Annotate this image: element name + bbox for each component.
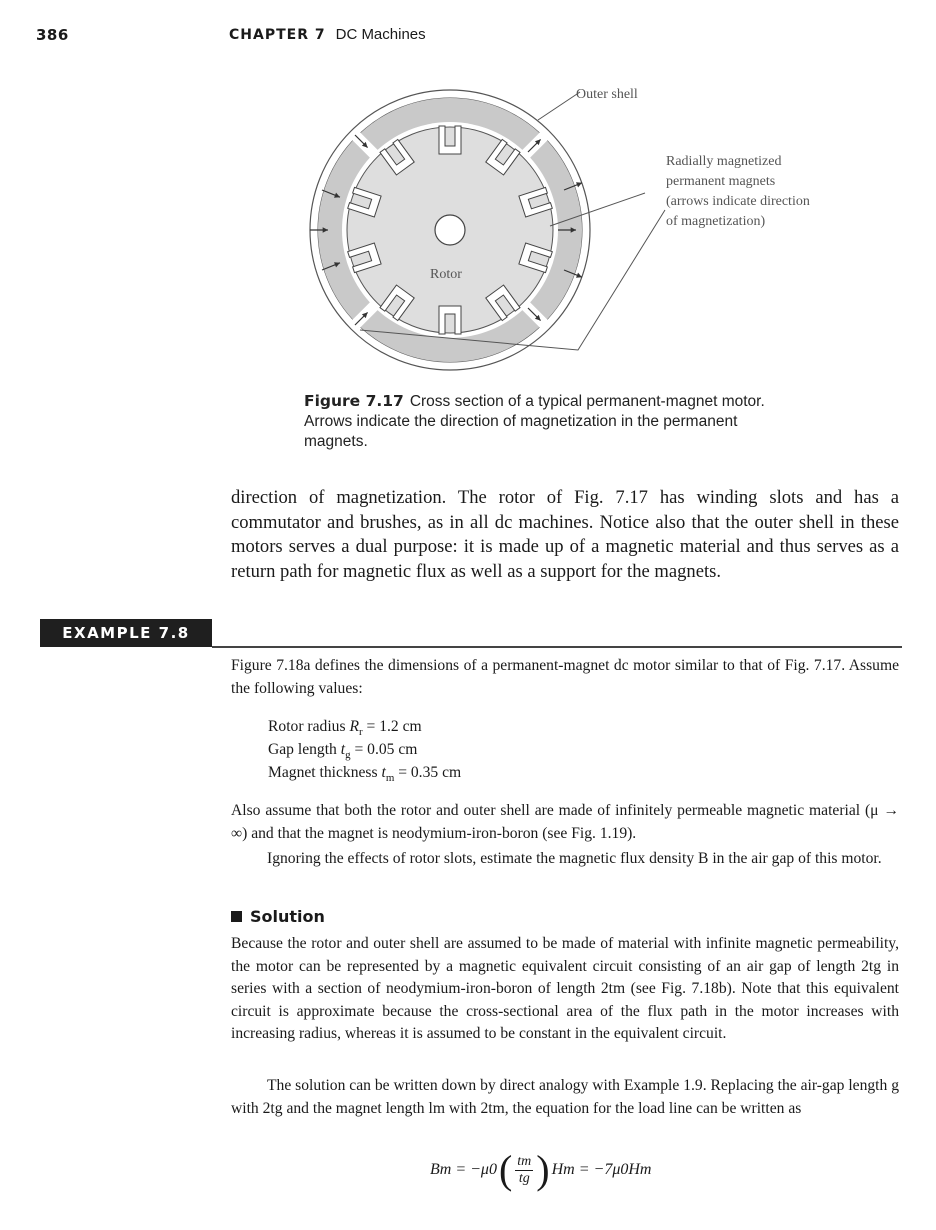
page-number: 386 <box>36 26 69 44</box>
magnets-label-4: of magnetization) <box>666 214 766 229</box>
equation-fraction: $\frac{tm}{tg}$ <box>517 1153 532 1186</box>
example-rule <box>212 646 902 648</box>
rotor-label: Rotor <box>430 267 462 282</box>
caption-text: Cross section of a typical permanent-magnet motor. Arrows indicate the direction of magnetization in the permanent magnets. <box>304 393 765 450</box>
solution-paragraph-2: The solution can be written down by direct analogy with Example 1.9. Replacing the air-gap length g with 2tg and the magnet length lm with 2tm, the equation for the load line can be written as <box>231 1077 899 1117</box>
chapter-label: CHAPTER 7 <box>229 27 326 43</box>
magnets-label-1: Radially magnetized <box>666 154 782 169</box>
equation-lhs: Bm = −μ0 <box>430 1161 497 1178</box>
outer-shell-label: Outer shell <box>576 87 638 102</box>
value-rotor-radius: Rotor radius $R_r = 1.2$ cm <box>268 718 422 739</box>
running-head <box>229 26 426 43</box>
solution-paragraph-1: Because the rotor and outer shell are assumed to be made of material with infinite magnetic permeability, the motor can be represented by a magnetic equivalent circuit consisting of an air gap of length 2tg in series with a section of neodymium-iron-boron of length 2tm (see Fig. 7.18b). Note that this equivalent circuit is approximate because the cross-sectional area of the flux path in the motor increases with increasing radius, whereas it is assumed to be constant in the equivalent circuit. <box>231 935 899 1042</box>
magnets-label-3: (arrows indicate direction <box>666 194 810 209</box>
shaft <box>435 215 465 245</box>
body-paragraph: direction of magnetization. The rotor of Fig. 7.17 has winding slots and has a commutator and brushes, as in all dc machines. Notice also that the outer shell in these motors serves a dual purpose: it is made up of a magnetic material and thus serves as a return path for magnetic flux as well as a support for the magnets. <box>231 487 899 582</box>
load-line-equation: Bm = −μ0 ( $\frac{tm}{tg}$ ) Hm = −7μ0Hm <box>430 1147 652 1192</box>
example-assumption: Also assume that both the rotor and outer shell are made of infinitely permeable magnetic material (μ → ∞) and that the magnet is neodymium-iron-boron (see Fig. 1.19). <box>231 802 899 842</box>
given-values <box>268 716 668 785</box>
chapter-title: DC Machines <box>335 26 426 43</box>
value-magnet-thickness: Magnet thickness $t_m = 0.35$ cm <box>268 764 462 785</box>
outer-shell-leader <box>538 92 580 120</box>
motor-cross-section-figure <box>290 78 850 378</box>
solution-heading: Solution <box>231 907 325 926</box>
value-gap-length: Gap length $t_g = 0.05$ cm <box>268 741 418 762</box>
magnets-label-2: permanent magnets <box>666 174 776 189</box>
solution-square-icon <box>231 911 242 922</box>
figure-number: Figure 7.17 <box>304 392 404 410</box>
example-intro: Figure 7.18a defines the dimensions of a permanent-magnet dc motor similar to that of Fig. 7.17. Assume the following values: <box>231 657 899 697</box>
figure-caption <box>304 391 774 452</box>
motor-drawing <box>310 90 590 370</box>
example-badge: EXAMPLE 7.8 <box>40 619 212 647</box>
example-question: Ignoring the effects of rotor slots, estimate the magnetic flux density B in the air gap of this motor. <box>267 850 882 867</box>
equation-rhs: Hm = −7μ0Hm <box>551 1161 652 1178</box>
